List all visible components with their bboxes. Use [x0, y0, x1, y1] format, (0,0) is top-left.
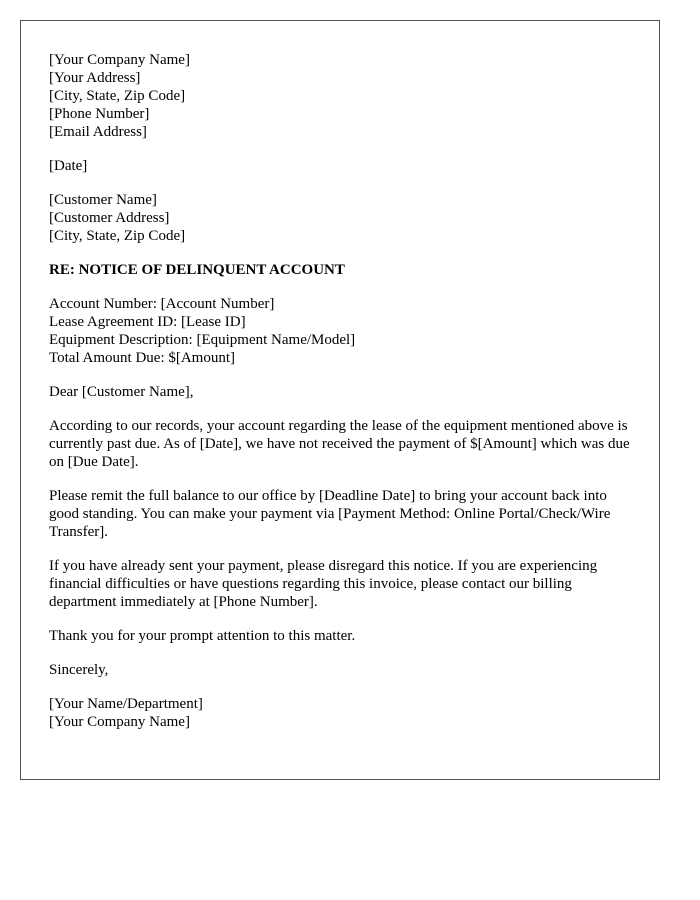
body-paragraph-remit: Please remit the full balance to our office by [Deadline Date] to bring your account back into good standing. You can make your payment via [Payment Method: Online Portal/Check/Wire Transfer]. — [49, 488, 611, 540]
letter-date: [Date] — [49, 158, 88, 174]
closing: Sincerely, — [49, 662, 109, 678]
sender-phone: [Phone Number] — [49, 106, 150, 122]
letter-page — [20, 20, 660, 780]
subject-block — [49, 261, 631, 279]
signature-block — [49, 695, 631, 731]
recipient-name: [Customer Name] — [49, 192, 157, 208]
sender-block — [49, 51, 631, 141]
subject-line: RE: NOTICE OF DELINQUENT ACCOUNT — [49, 262, 345, 278]
sender-address: [Your Address] — [49, 70, 141, 86]
lease-id-line: Lease Agreement ID: [Lease ID] — [49, 314, 246, 330]
account-number-line: Account Number: [Account Number] — [49, 296, 275, 312]
sender-city-state-zip: [City, State, Zip Code] — [49, 88, 186, 104]
body-paragraph-disregard: If you have already sent your payment, please disregard this notice. If you are experiencing financial difficulties or have questions regarding this invoice, please contact our billing department immediately at [Phone Number]. — [49, 558, 598, 610]
account-details-block — [49, 295, 631, 367]
recipient-city-state-zip: [City, State, Zip Code] — [49, 228, 186, 244]
salutation: Dear [Customer Name], — [49, 384, 194, 400]
signature-name-department: [Your Name/Department] — [49, 696, 203, 712]
body-paragraph-thanks: Thank you for your prompt attention to this matter. — [49, 628, 356, 644]
recipient-block — [49, 191, 631, 245]
sender-email: [Email Address] — [49, 124, 147, 140]
sender-company: [Your Company Name] — [49, 52, 190, 68]
signature-company: [Your Company Name] — [49, 714, 190, 730]
date-block — [49, 157, 631, 175]
equipment-description-line: Equipment Description: [Equipment Name/Model] — [49, 332, 356, 348]
total-amount-due-line: Total Amount Due: $[Amount] — [49, 350, 236, 366]
body-paragraph-past-due: According to our records, your account regarding the lease of the equipment mentioned above is currently past due. As of [Date], we have not received the payment of $[Amount] which was due on [Due Date]. — [49, 418, 630, 470]
recipient-address: [Customer Address] — [49, 210, 170, 226]
